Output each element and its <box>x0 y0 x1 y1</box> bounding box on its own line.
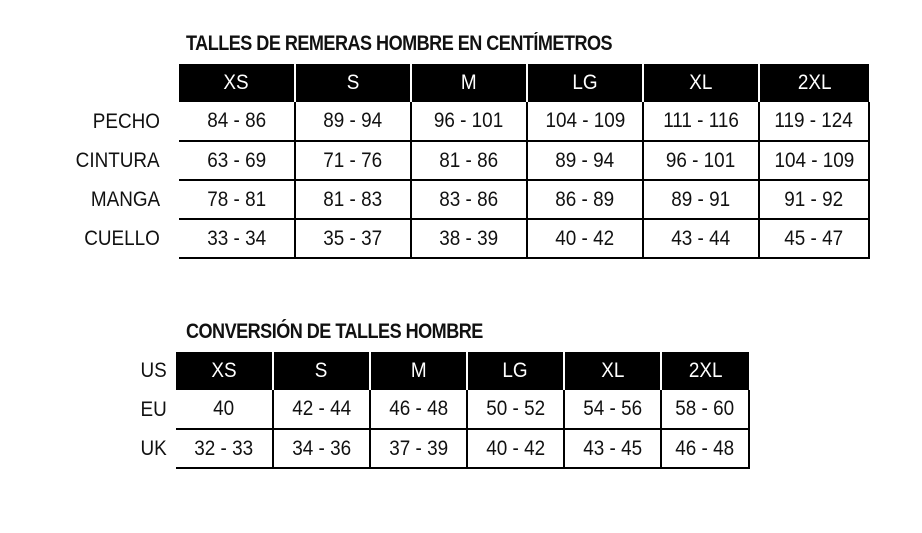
table-cell: 37 - 39 <box>370 429 467 468</box>
size-chart-table <box>70 64 870 259</box>
table-cell: 111 - 116 <box>643 102 759 141</box>
size-header-cell: LG <box>467 352 564 390</box>
size-header-cell: S <box>295 64 411 102</box>
row-label: US <box>120 352 176 390</box>
size-header-row <box>120 352 749 390</box>
size-header-cell: XS <box>179 64 295 102</box>
table-row <box>120 390 749 429</box>
row-label: CINTURA <box>70 141 179 180</box>
size-header-row <box>70 64 869 102</box>
table-cell: 54 - 56 <box>564 390 661 429</box>
table-cell: 63 - 69 <box>179 141 295 180</box>
table-row <box>70 141 869 180</box>
size-chart-title: TALLES DE REMERAS HOMBRE EN CENTÍMETROS <box>186 32 613 55</box>
table-cell: 89 - 91 <box>643 180 759 219</box>
size-header-cell: M <box>411 64 527 102</box>
size-header-cell: S <box>273 352 370 390</box>
row-label: EU <box>120 390 176 429</box>
table-cell: 33 - 34 <box>179 219 295 258</box>
table-cell: 34 - 36 <box>273 429 370 468</box>
table-cell: 45 - 47 <box>759 219 869 258</box>
table-row <box>70 219 869 258</box>
table-cell: 96 - 101 <box>411 102 527 141</box>
table-cell: 89 - 94 <box>295 102 411 141</box>
size-header-cell: XL <box>643 64 759 102</box>
table-cell: 40 - 42 <box>467 429 564 468</box>
table-cell: 46 - 48 <box>661 429 749 468</box>
row-label: MANGA <box>70 180 179 219</box>
table-cell: 81 - 86 <box>411 141 527 180</box>
table-row <box>120 429 749 468</box>
row-label: UK <box>120 429 176 468</box>
table-row <box>70 102 869 141</box>
table-cell: 89 - 94 <box>527 141 643 180</box>
table-cell: 104 - 109 <box>527 102 643 141</box>
table-cell: 42 - 44 <box>273 390 370 429</box>
size-header-cell: LG <box>527 64 643 102</box>
table-cell: 84 - 86 <box>179 102 295 141</box>
table-cell: 119 - 124 <box>759 102 869 141</box>
table-cell: 71 - 76 <box>295 141 411 180</box>
size-header-cell: 2XL <box>661 352 749 390</box>
table-cell: 104 - 109 <box>759 141 869 180</box>
table-cell: 40 <box>176 390 273 429</box>
size-header-cell: M <box>370 352 467 390</box>
table-cell: 32 - 33 <box>176 429 273 468</box>
header-corner <box>70 64 179 102</box>
table-cell: 38 - 39 <box>411 219 527 258</box>
table-cell: 78 - 81 <box>179 180 295 219</box>
conversion-chart-table <box>120 352 750 469</box>
table-cell: 58 - 60 <box>661 390 749 429</box>
table-cell: 35 - 37 <box>295 219 411 258</box>
table-cell: 43 - 44 <box>643 219 759 258</box>
row-label: PECHO <box>70 102 179 141</box>
table-cell: 43 - 45 <box>564 429 661 468</box>
table-cell: 50 - 52 <box>467 390 564 429</box>
table-cell: 46 - 48 <box>370 390 467 429</box>
table-cell: 86 - 89 <box>527 180 643 219</box>
table-cell: 91 - 92 <box>759 180 869 219</box>
table-cell: 83 - 86 <box>411 180 527 219</box>
size-header-cell: XS <box>176 352 273 390</box>
size-header-cell: XL <box>564 352 661 390</box>
row-label: CUELLO <box>70 219 179 258</box>
table-row <box>70 180 869 219</box>
table-cell: 40 - 42 <box>527 219 643 258</box>
table-cell: 96 - 101 <box>643 141 759 180</box>
size-header-cell: 2XL <box>759 64 869 102</box>
table-cell: 81 - 83 <box>295 180 411 219</box>
conversion-chart-title: CONVERSIÓN DE TALLES HOMBRE <box>186 320 483 343</box>
